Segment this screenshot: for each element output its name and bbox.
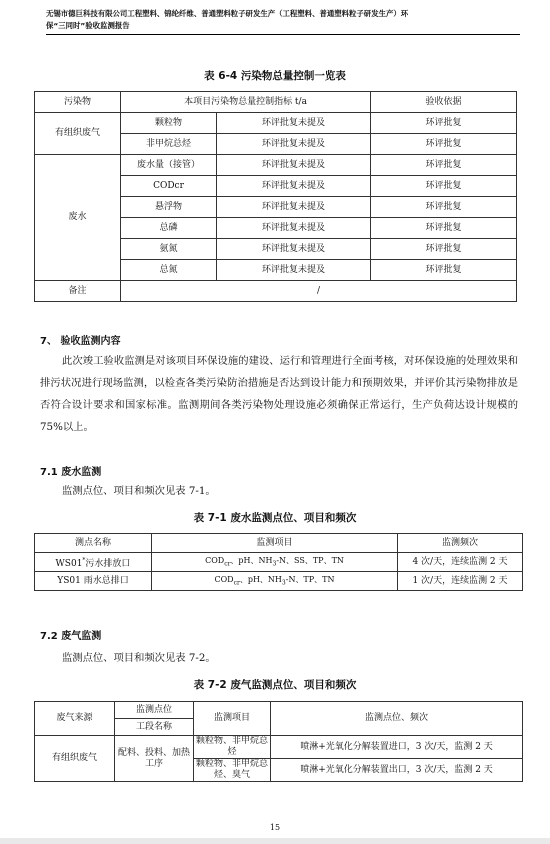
header-cell: 监测项目	[152, 534, 398, 553]
table-6-4-caption: 表 6-4 污染物总量控制一览表	[204, 70, 346, 82]
index-cell: 环评批复未提及	[217, 239, 371, 260]
index-cell: 环评批复未提及	[217, 155, 371, 176]
table-7-2	[34, 701, 523, 782]
header-cell: 监测点位	[115, 702, 194, 719]
item-cell: 颗粒物	[121, 113, 217, 134]
table-row	[35, 113, 517, 134]
index-cell: 环评批复未提及	[217, 134, 371, 155]
basis-cell: 环评批复	[371, 134, 517, 155]
table-header-row	[35, 92, 517, 113]
item-cell: 氨氮	[121, 239, 217, 260]
freq-cell: 1 次/天，连续监测 2 天	[398, 572, 523, 591]
header-cell: 本项目污染物总量控制指标 t/a	[121, 92, 371, 113]
header-cell: 验收依据	[371, 92, 517, 113]
section-7-title: 7、 验收监测内容	[40, 336, 121, 347]
basis-cell: 环评批复	[371, 260, 517, 281]
item-cell: 总氮	[121, 260, 217, 281]
items-cell: $COD_{cr}$、pH、$NH_3-N$、SS、TP、TN	[152, 553, 398, 572]
freq-cell: 4 次/天，连续监测 2 天	[398, 553, 523, 572]
table-header-row	[35, 534, 523, 553]
basis-cell: 环评批复	[371, 239, 517, 260]
group-cell: 有组织废气	[35, 113, 121, 155]
table-header-row	[35, 702, 523, 719]
table-7-1-caption: 表 7-1 废水监测点位、项目和频次	[193, 512, 357, 524]
item-cell: 总磷	[121, 218, 217, 239]
header-cell: 污染物	[35, 92, 121, 113]
group-cell: 废水	[35, 155, 121, 281]
section-7-1-intro: 监测点位、项目和频次见表 7-1。	[62, 485, 216, 497]
table-row	[35, 572, 523, 591]
table-row	[35, 155, 517, 176]
index-cell: 环评批复未提及	[217, 260, 371, 281]
header-cell: 监测频次	[398, 534, 523, 553]
desc-cell: 喷淋+光氧化分解装置出口，3 次/天，监测 2 天	[271, 759, 523, 782]
basis-cell: 环评批复	[371, 155, 517, 176]
table-row	[35, 736, 523, 759]
basis-cell: 环评批复	[371, 176, 517, 197]
index-cell: 环评批复未提及	[217, 113, 371, 134]
point-cell: WS01*污水排放口	[35, 553, 152, 572]
header-line-1: 无锡市德巨科技有限公司工程塑料、锦纶纤维、普通塑料粒子研发生产（工程塑料、普通塑料粒子研发生产）环	[46, 9, 409, 18]
group-cell: 有组织废气	[35, 736, 115, 782]
section-7-2-title: 7.2 废气监测	[40, 631, 102, 642]
item-cell: CODcr	[121, 176, 217, 197]
basis-cell: 环评批复	[371, 218, 517, 239]
index-cell: 环评批复未提及	[217, 176, 371, 197]
page-number: 15	[269, 823, 281, 832]
running-header	[46, 8, 520, 35]
section-7-paragraph	[40, 350, 518, 438]
table-note-row	[35, 281, 517, 302]
desc-cell: 喷淋+光氧化分解装置进口，3 次/天，监测 2 天	[271, 736, 523, 759]
items-cell: 颗粒物、非甲烷总烃	[194, 736, 271, 759]
note-value: /	[121, 281, 517, 302]
index-cell: 环评批复未提及	[217, 197, 371, 218]
header-cell: 工段名称	[115, 719, 194, 736]
header-cell: 废气来源	[35, 702, 115, 736]
note-label: 备注	[35, 281, 121, 302]
item-cell: 悬浮物	[121, 197, 217, 218]
basis-cell: 环评批复	[371, 197, 517, 218]
table-6-4	[34, 91, 517, 302]
header-line-2: 保“三同时”验收监测报告	[46, 21, 130, 30]
basis-cell: 环评批复	[371, 113, 517, 134]
header-cell: 测点名称	[35, 534, 152, 553]
item-cell: 非甲烷总烃	[121, 134, 217, 155]
table-7-1	[34, 533, 523, 591]
item-cell: 废水量（接管）	[121, 155, 217, 176]
section-7-1-title: 7.1 废水监测	[40, 467, 102, 478]
paragraph-text: 此次竣工验收监测是对该项目环保设施的建设、运行和管理进行全面考核，对环保设施的处理效果和排污状况进行现场监测，以检查各类污染防治措施是否达到设计能力和预期效果，并评价其污染物排放是否符合设计要求和国家标准。监测期间各类污染物处理设施必须确保正常运行，生产负荷达设计规模的 75%以上。	[40, 355, 518, 433]
table-row	[35, 553, 523, 572]
items-cell: $COD_{cr}$、pH、$NH_3-N$、TP、TN	[152, 572, 398, 591]
header-cell: 监测项目	[194, 702, 271, 736]
table-7-2-caption: 表 7-2 废气监测点位、项目和频次	[193, 679, 357, 691]
index-cell: 环评批复未提及	[217, 218, 371, 239]
header-cell: 监测点位、频次	[271, 702, 523, 736]
process-cell: 配料、投料、加热工序	[115, 736, 194, 782]
items-cell: 颗粒物、非甲烷总烃、臭气	[194, 759, 271, 782]
point-cell: YS01 雨水总排口	[35, 572, 152, 591]
section-7-2-intro: 监测点位、项目和频次见表 7-2。	[62, 652, 216, 664]
